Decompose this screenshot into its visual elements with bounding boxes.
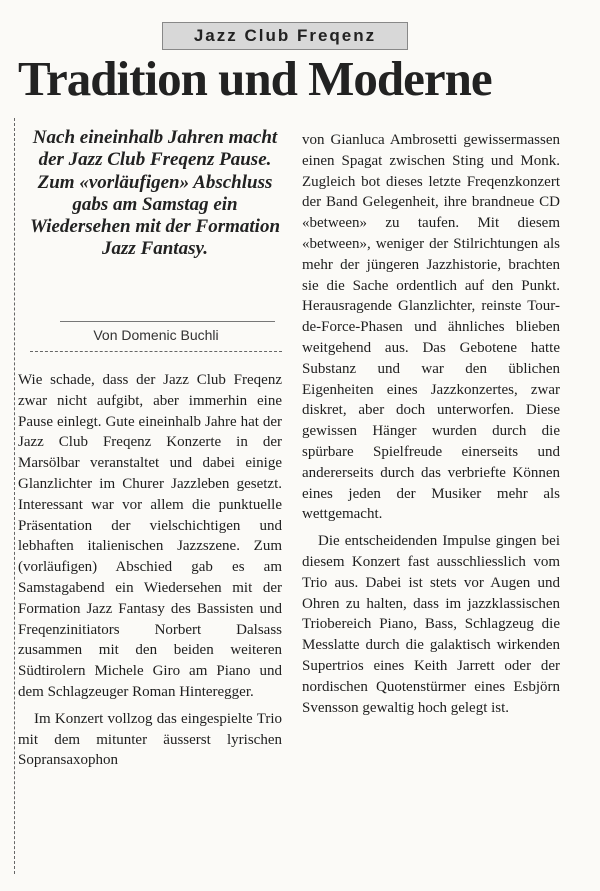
byline-divider [30, 351, 282, 352]
byline-rule [60, 321, 275, 322]
paragraph: Im Konzert vollzog das eingespielte Trio mit dem mitunter äusserst lyrischen Sopransaxophon [18, 710, 282, 769]
lead-paragraph: Nach eineinhalb Jahren macht der Jazz Club Freqenz Pause. Zum «vorläufigen» Abschluss gabs am Samstag ein Wiedersehen mit der Formation Jazz Fantasy. [30, 127, 281, 260]
left-column [18, 370, 282, 771]
right-column [302, 130, 560, 718]
headline: Tradition und Moderne [18, 51, 492, 106]
paragraph: von Gianluca Ambrosetti gewissermassen einen Spagat zwischen Sting und Monk. Zugleich bot dieses letzte Freqenzkonzert der Band Gelegenheit, ihre brandneue CD «between» zu taufen. Mit diesem «between», weniger der Stilrichtungen als mehr der jüngeren Jazzhistorie, brachten sie die Sache ordentlich auf den Punkt. Herausragende Glanzlichter, reinste Tour-de-Force-Phasen und ähnliches blieben weitgehend aus. Das Gebotene hatte Substanz und war den üblichen Eigenheiten eines Jazzkonzertes, zwar diskret, aber doch unterworfen. Diese gewissen Hänger wurden durch die spürbare Spielfreude einerseits und andererseits durch das verbriefte Können eines jeden der Musiker mehr als wettgemacht. [302, 132, 560, 523]
column-divider [14, 118, 15, 874]
byline: Von Domenic Buchli [93, 327, 219, 343]
section-kicker: Jazz Club Freqenz [162, 22, 408, 50]
paragraph: Wie schade, dass der Jazz Club Freqenz zwar nicht aufgibt, aber immerhin eine Pause einlegt. Gute eineinhalb Jahre hat der Jazz Club Freqenz Konzerte in der Marsölbar veranstaltet und dabei einige Glanzlichter im Churer Jazzleben gesetzt. Interessant war vor allem die punktuelle Präsentation der vielschichtigen und lebhaften italienischen Jazzszene. Zum (vorläufigen) Abschied gab es am Samstagabend ein Wiedersehen mit der Formation Jazz Fantasy des Bassisten und Freqenzinitiators Norbert Dalsass zusammen mit den beiden weiteren Südtirolern Michele Giro am Piano und dem Schlagzeuger Roman Hinteregger. [18, 372, 282, 700]
paragraph: Die entscheidenden Impulse gingen bei diesem Konzert fast ausschliesslich vom Trio aus. Dabei ist stets vor Augen und Ohren zu halten, dass im jazzklassischen Triobereich Piano, Bass, Schlagzeug die Messlatte durch die galaktisch wirkenden Supertrios eines Keith Jarrett oder der nordischen Quotenstürmer eines Esbjörn Svensson gewaltig hoch gelegt ist. [302, 533, 560, 716]
